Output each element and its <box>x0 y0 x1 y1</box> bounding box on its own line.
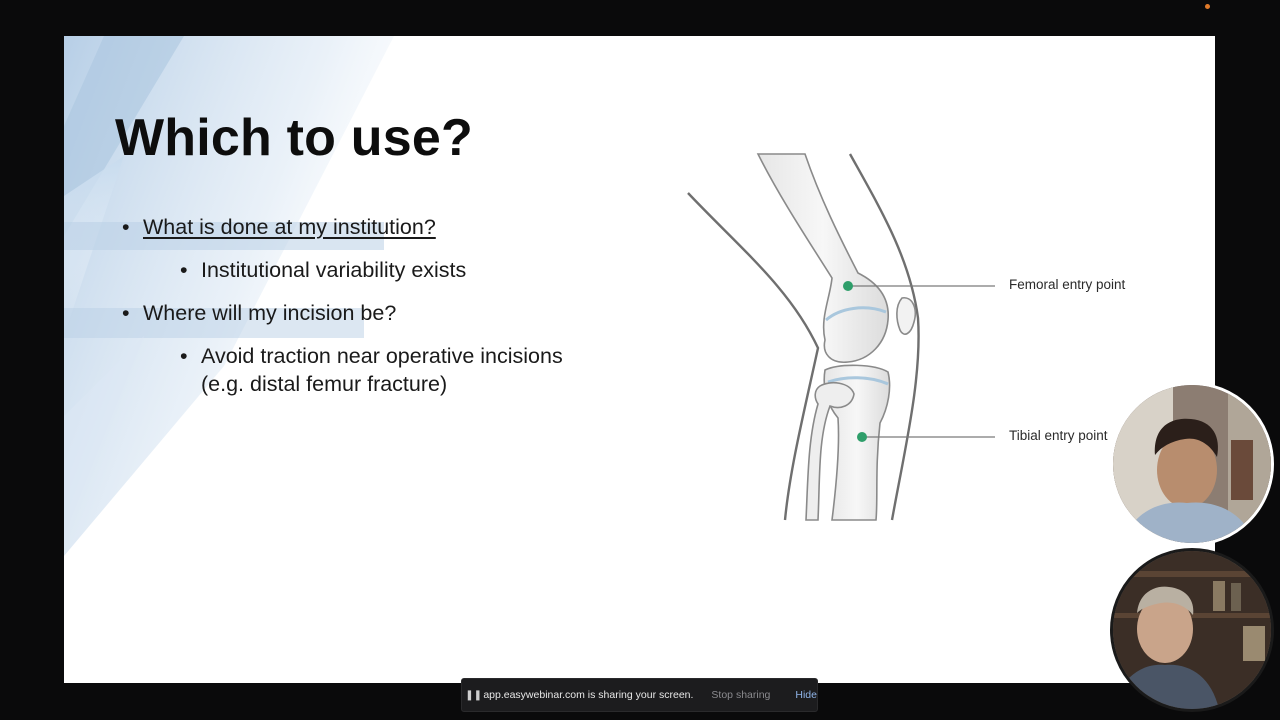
participant-1-feed <box>1113 385 1271 543</box>
bullet-traction <box>180 342 563 398</box>
participant-2-feed <box>1113 551 1271 709</box>
bullet-text: Avoid traction near operative incisions <box>201 344 563 368</box>
tibial-entry-marker <box>857 432 867 442</box>
participant-video-1[interactable] <box>1110 382 1274 546</box>
sharing-message: app.easywebinar.com is sharing your screen. <box>483 689 694 701</box>
screen-share-notification-bar <box>461 678 818 712</box>
bullet-incision <box>122 299 397 327</box>
hide-button[interactable]: Hide <box>795 689 817 701</box>
bullet-variability <box>180 256 467 284</box>
femoral-entry-marker <box>843 281 853 291</box>
bullet-text-continued: (e.g. distal femur fracture) <box>201 372 448 396</box>
pause-icon[interactable]: ❚❚ <box>465 689 483 701</box>
recording-indicator <box>1205 4 1210 9</box>
bullet-dot: • <box>122 301 130 325</box>
knee-anatomy-illustration <box>680 148 1010 528</box>
bullet-text: Where will my incision be? <box>143 301 397 325</box>
bullet-dot: • <box>122 215 130 239</box>
stop-sharing-button[interactable]: Stop sharing <box>711 689 771 701</box>
femoral-entry-label: Femoral entry point <box>1009 277 1126 292</box>
bullet-dot: • <box>180 344 188 368</box>
bullet-dot: • <box>180 258 188 282</box>
participant-video-2[interactable] <box>1110 548 1274 712</box>
bullet-institution <box>122 213 436 241</box>
bullet-text: What is done at my institution? <box>143 215 436 239</box>
tibial-entry-label: Tibial entry point <box>1009 428 1108 443</box>
slide-title: Which to use? <box>115 109 473 167</box>
bullet-text: Institutional variability exists <box>201 258 467 282</box>
